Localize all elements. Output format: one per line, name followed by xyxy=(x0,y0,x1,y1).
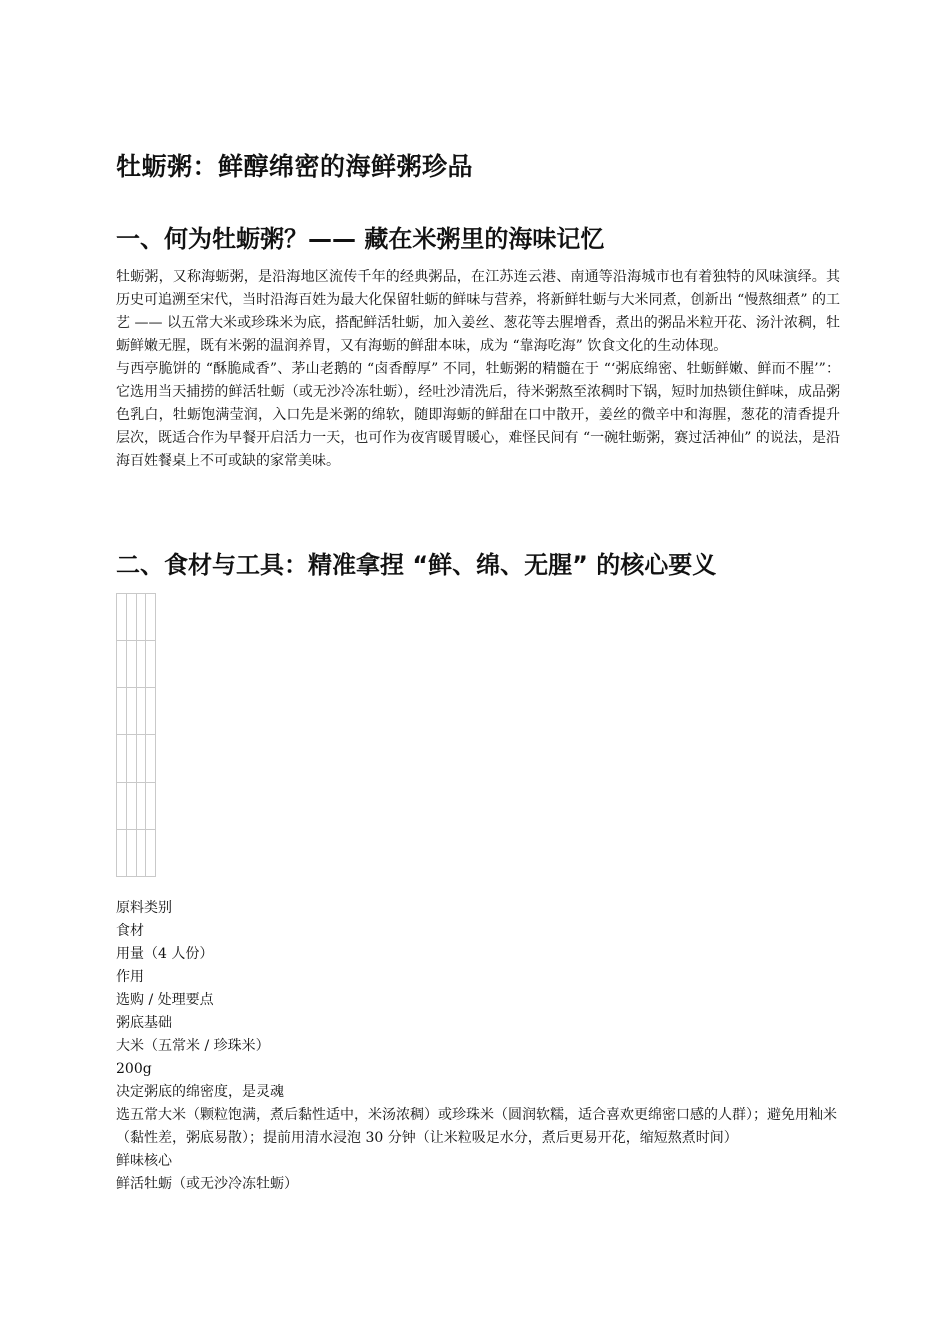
cell-category-base: 粥底基础 xyxy=(116,1015,172,1031)
table-row xyxy=(117,829,156,876)
section-heading-what-is: 一、何为牡蛎粥？—— 藏在米粥里的海味记忆 xyxy=(116,225,605,253)
header-ingredient: 食材 xyxy=(116,923,144,939)
header-tips: 选购 / 处理要点 xyxy=(116,992,214,1008)
cell-amount-rice: 200g xyxy=(116,1061,152,1077)
header-amount: 用量（4 人份） xyxy=(116,946,214,962)
table-row xyxy=(117,641,156,688)
ingredients-table-grid xyxy=(116,593,156,877)
document-title: 牡蛎粥：鲜醇绵密的海鲜粥珍品 xyxy=(116,152,474,181)
header-category: 原料类别 xyxy=(116,900,172,916)
section-heading-ingredients: 二、食材与工具：精准拿捏 “鲜、绵、无腥” 的核心要义 xyxy=(116,551,717,579)
cell-ingredient-rice: 大米（五常米 / 珍珠米） xyxy=(116,1038,270,1054)
paragraph-history: 牡蛎粥，又称海蛎粥，是沿海地区流传千年的经典粥品，在江苏连云港、南通等沿海城市也有着独特的风味演绎。其历史可追溯至宋代，当时沿海百姓为最大化保留牡蛎的鲜味与营养，将新鲜牡蛎与大米同煮，创新出 “慢熬细煮” 的工艺 —— 以五常大米或珍珠米为底，搭配鲜活牡蛎，加入姜丝、葱花等去腥增香，煮出的粥品米粒开花、汤汁浓稠，牡蛎鲜嫩无腥，既有米粥的温润养胃，又有海蛎的鲜甜本味，成为 “靠海吃海” 饮食文化的生动体现。 xyxy=(116,269,840,354)
paragraph-essence: 与西亭脆饼的 “酥脆咸香”、茅山老鹅的 “卤香醇厚” 不同，牡蛎粥的精髓在于 “‘粥底绵密、牡蛎鲜嫩、鲜而不腥’”：它选用当天捕捞的鲜活牡蛎（或无沙冷冻牡蛎），经吐沙清洗后，待米粥熬至浓稠时下锅，短时加热锁住鲜味，成品粥色乳白，牡蛎饱满莹润，入口先是米粥的绵软，随即海蛎的鲜甜在口中散开，姜丝的微辛中和海腥，葱花的清香提升层次，既适合作为早餐开启活力一天，也可作为夜宵暖胃暖心，难怪民间有 “一碗牡蛎粥，赛过活神仙” 的说法，是沿海百姓餐桌上不可或缺的家常美味。 xyxy=(116,361,840,469)
cell-purpose-rice: 决定粥底的绵密度，是灵魂 xyxy=(116,1084,284,1100)
header-purpose: 作用 xyxy=(116,969,144,985)
table-row xyxy=(117,594,156,641)
cell-tips-rice: 选五常大米（颗粒饱满，煮后黏性适中，米汤浓稠）或珍珠米（圆润软糯，适合喜欢更绵密口感的人群）；避免用籼米（黏性差，粥底易散）；提前用清水浸泡 30 分钟（让米粒吸足水分，煮后更易开花，缩短熬煮时间） xyxy=(116,1107,837,1146)
cell-category-flavor: 鲜味核心 xyxy=(116,1153,172,1169)
table-row xyxy=(117,782,156,829)
ingredients-cell-text xyxy=(116,897,840,1196)
table-row xyxy=(117,735,156,782)
intro-text xyxy=(116,266,840,473)
table-row xyxy=(117,688,156,735)
cell-ingredient-oyster: 鲜活牡蛎（或无沙冷冻牡蛎） xyxy=(116,1176,298,1192)
